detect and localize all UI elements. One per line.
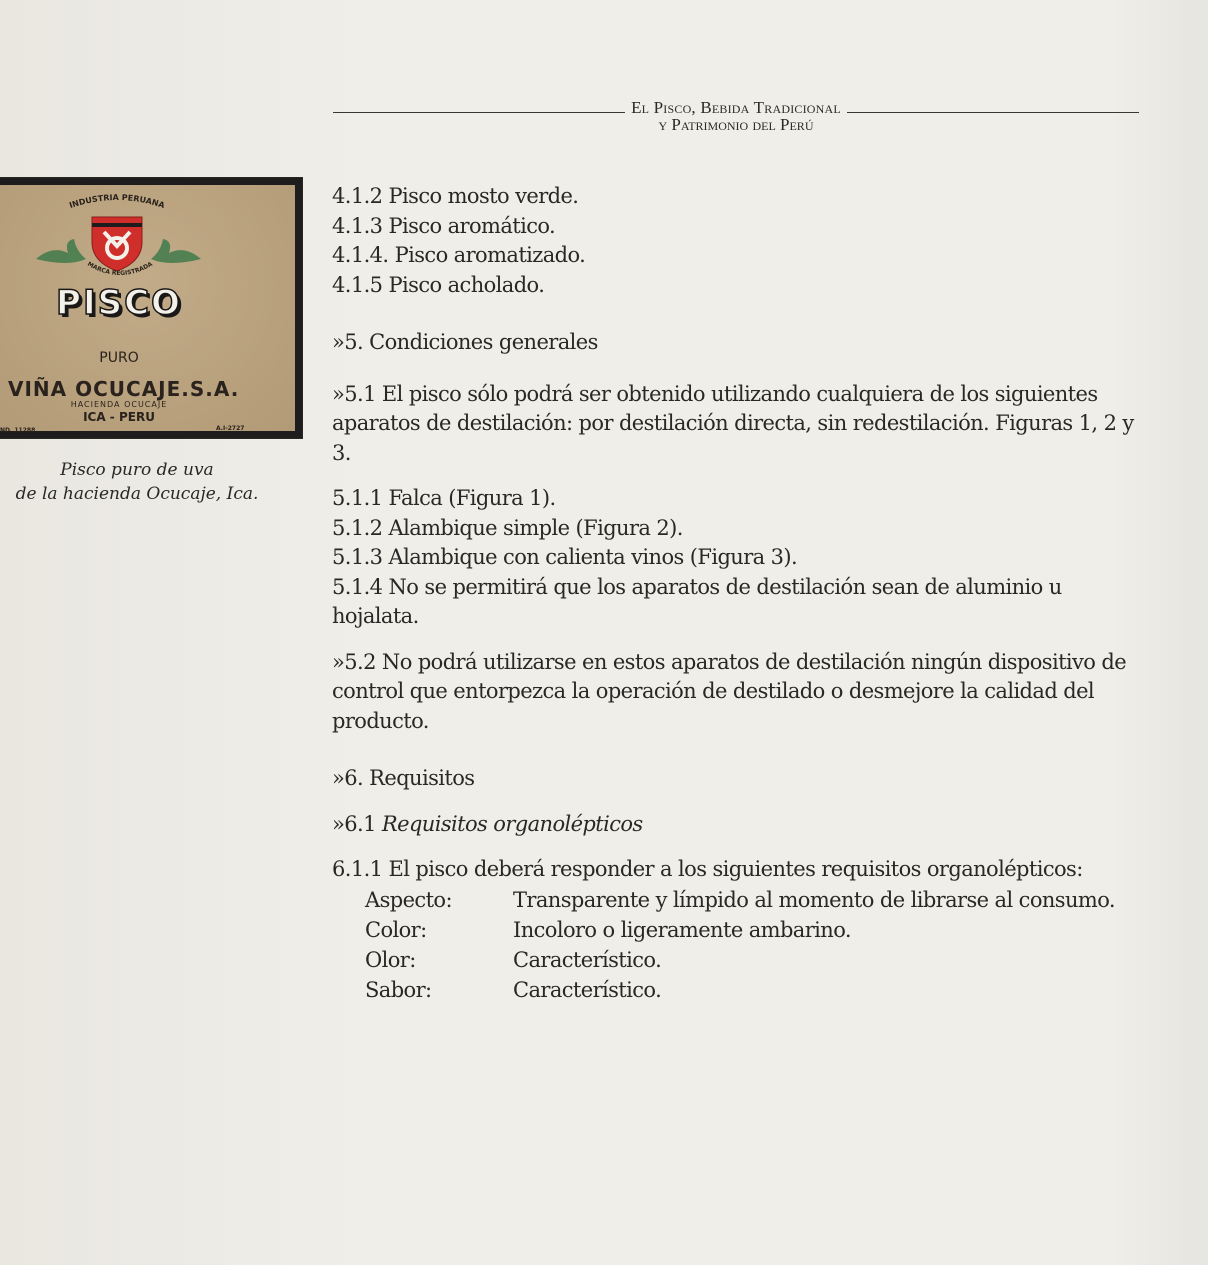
list-item-5-1-3: 5.1.3 Alambique con calienta vinos (Figura 3). (332, 545, 798, 569)
label-brand: PISCO (56, 283, 182, 323)
requirement-value: Incoloro o ligeramente ambarino. (513, 917, 851, 942)
label-top-arc (57, 187, 177, 213)
label-company: VIÑA OCUCAJE.S.A. (8, 377, 240, 401)
paragraph-5-1: »5.1 El pisco sólo podrá ser obtenido utilizando cualquiera de los siguientes aparatos de destilación: por destilación directa, sin redestilación. Figuras 1, 2 y 3. (332, 381, 1134, 465)
section-5-heading: »5. Condiciones generales (332, 330, 598, 354)
requirements-table (365, 885, 1142, 1005)
requirement-key: Sabor: (365, 977, 432, 1002)
list-item-5-1-1: 5.1.1 Falca (Figura 1). (332, 486, 556, 510)
label-type: PURO (99, 350, 139, 366)
pisco-label-image (0, 178, 302, 438)
label-reg-number: ND. 11288 (0, 427, 36, 434)
caption-line1: Pisco puro de uva (60, 460, 214, 480)
requirement-value: Transparente y límpido al momento de librarse al consumo. (513, 887, 1115, 912)
running-head (333, 98, 1139, 135)
requirement-value: Característico. (513, 947, 662, 972)
requirement-key: Color: (365, 917, 427, 942)
requirement-key: Aspecto: (365, 887, 452, 912)
svg-text:INDUSTRIA PERUANA (68, 193, 166, 210)
running-head-title: El Pisco, Bebida Tradicional (631, 98, 841, 117)
label-location: ICA - PERU (83, 410, 155, 424)
type-item: 4.1.2 Pisco mosto verde. (332, 184, 579, 208)
image-caption (0, 458, 282, 506)
rule-right (847, 112, 1139, 113)
rule-left (333, 112, 625, 113)
label-top-arc-text: INDUSTRIA PERUANA (68, 192, 166, 211)
running-head-subtitle: y Patrimonio del Perú (658, 115, 814, 134)
body-text (332, 182, 1142, 1005)
label-estate: HACIENDA OCUCAJE (70, 400, 168, 409)
section-6-1-heading (332, 810, 1142, 840)
label-code: A.I-2727 (216, 425, 245, 432)
list-item-5-1-4: 5.1.4 No se permitirá que los aparatos de destilación sean de aluminio u hojalata. (332, 574, 1062, 628)
section-6-1-title: Requisitos organolépticos (381, 811, 643, 836)
section-6-heading: »6. Requisitos (332, 766, 475, 790)
caption-line2: de la hacienda Ocucaje, Ica. (15, 484, 259, 504)
type-item: 4.1.5 Pisco acholado. (332, 272, 545, 297)
requirement-value: Característico. (513, 977, 662, 1002)
type-item: 4.1.3 Pisco aromático. (332, 213, 556, 238)
requirement-key: Olor: (365, 947, 416, 972)
paragraph-6-1-1: 6.1.1 El pisco deberá responder a los siguientes requisitos organolépticos: (332, 857, 1083, 881)
type-item: 4.1.4. Pisco aromatizado. (332, 243, 586, 267)
section-6-1-number: »6.1 (332, 811, 382, 836)
list-item-5-1-2: 5.1.2 Alambique simple (Figura 2). (332, 515, 683, 540)
svg-text:MARCA REGISTRADA (86, 261, 154, 278)
label-bottom-arc-text: MARCA REGISTRADA (86, 260, 154, 278)
paragraph-5-2: »5.2 No podrá utilizarse en estos aparatos de destilación ningún dispositivo de control que entorpezca la operación de destilado o desmejore la calidad del producto. (332, 649, 1127, 733)
